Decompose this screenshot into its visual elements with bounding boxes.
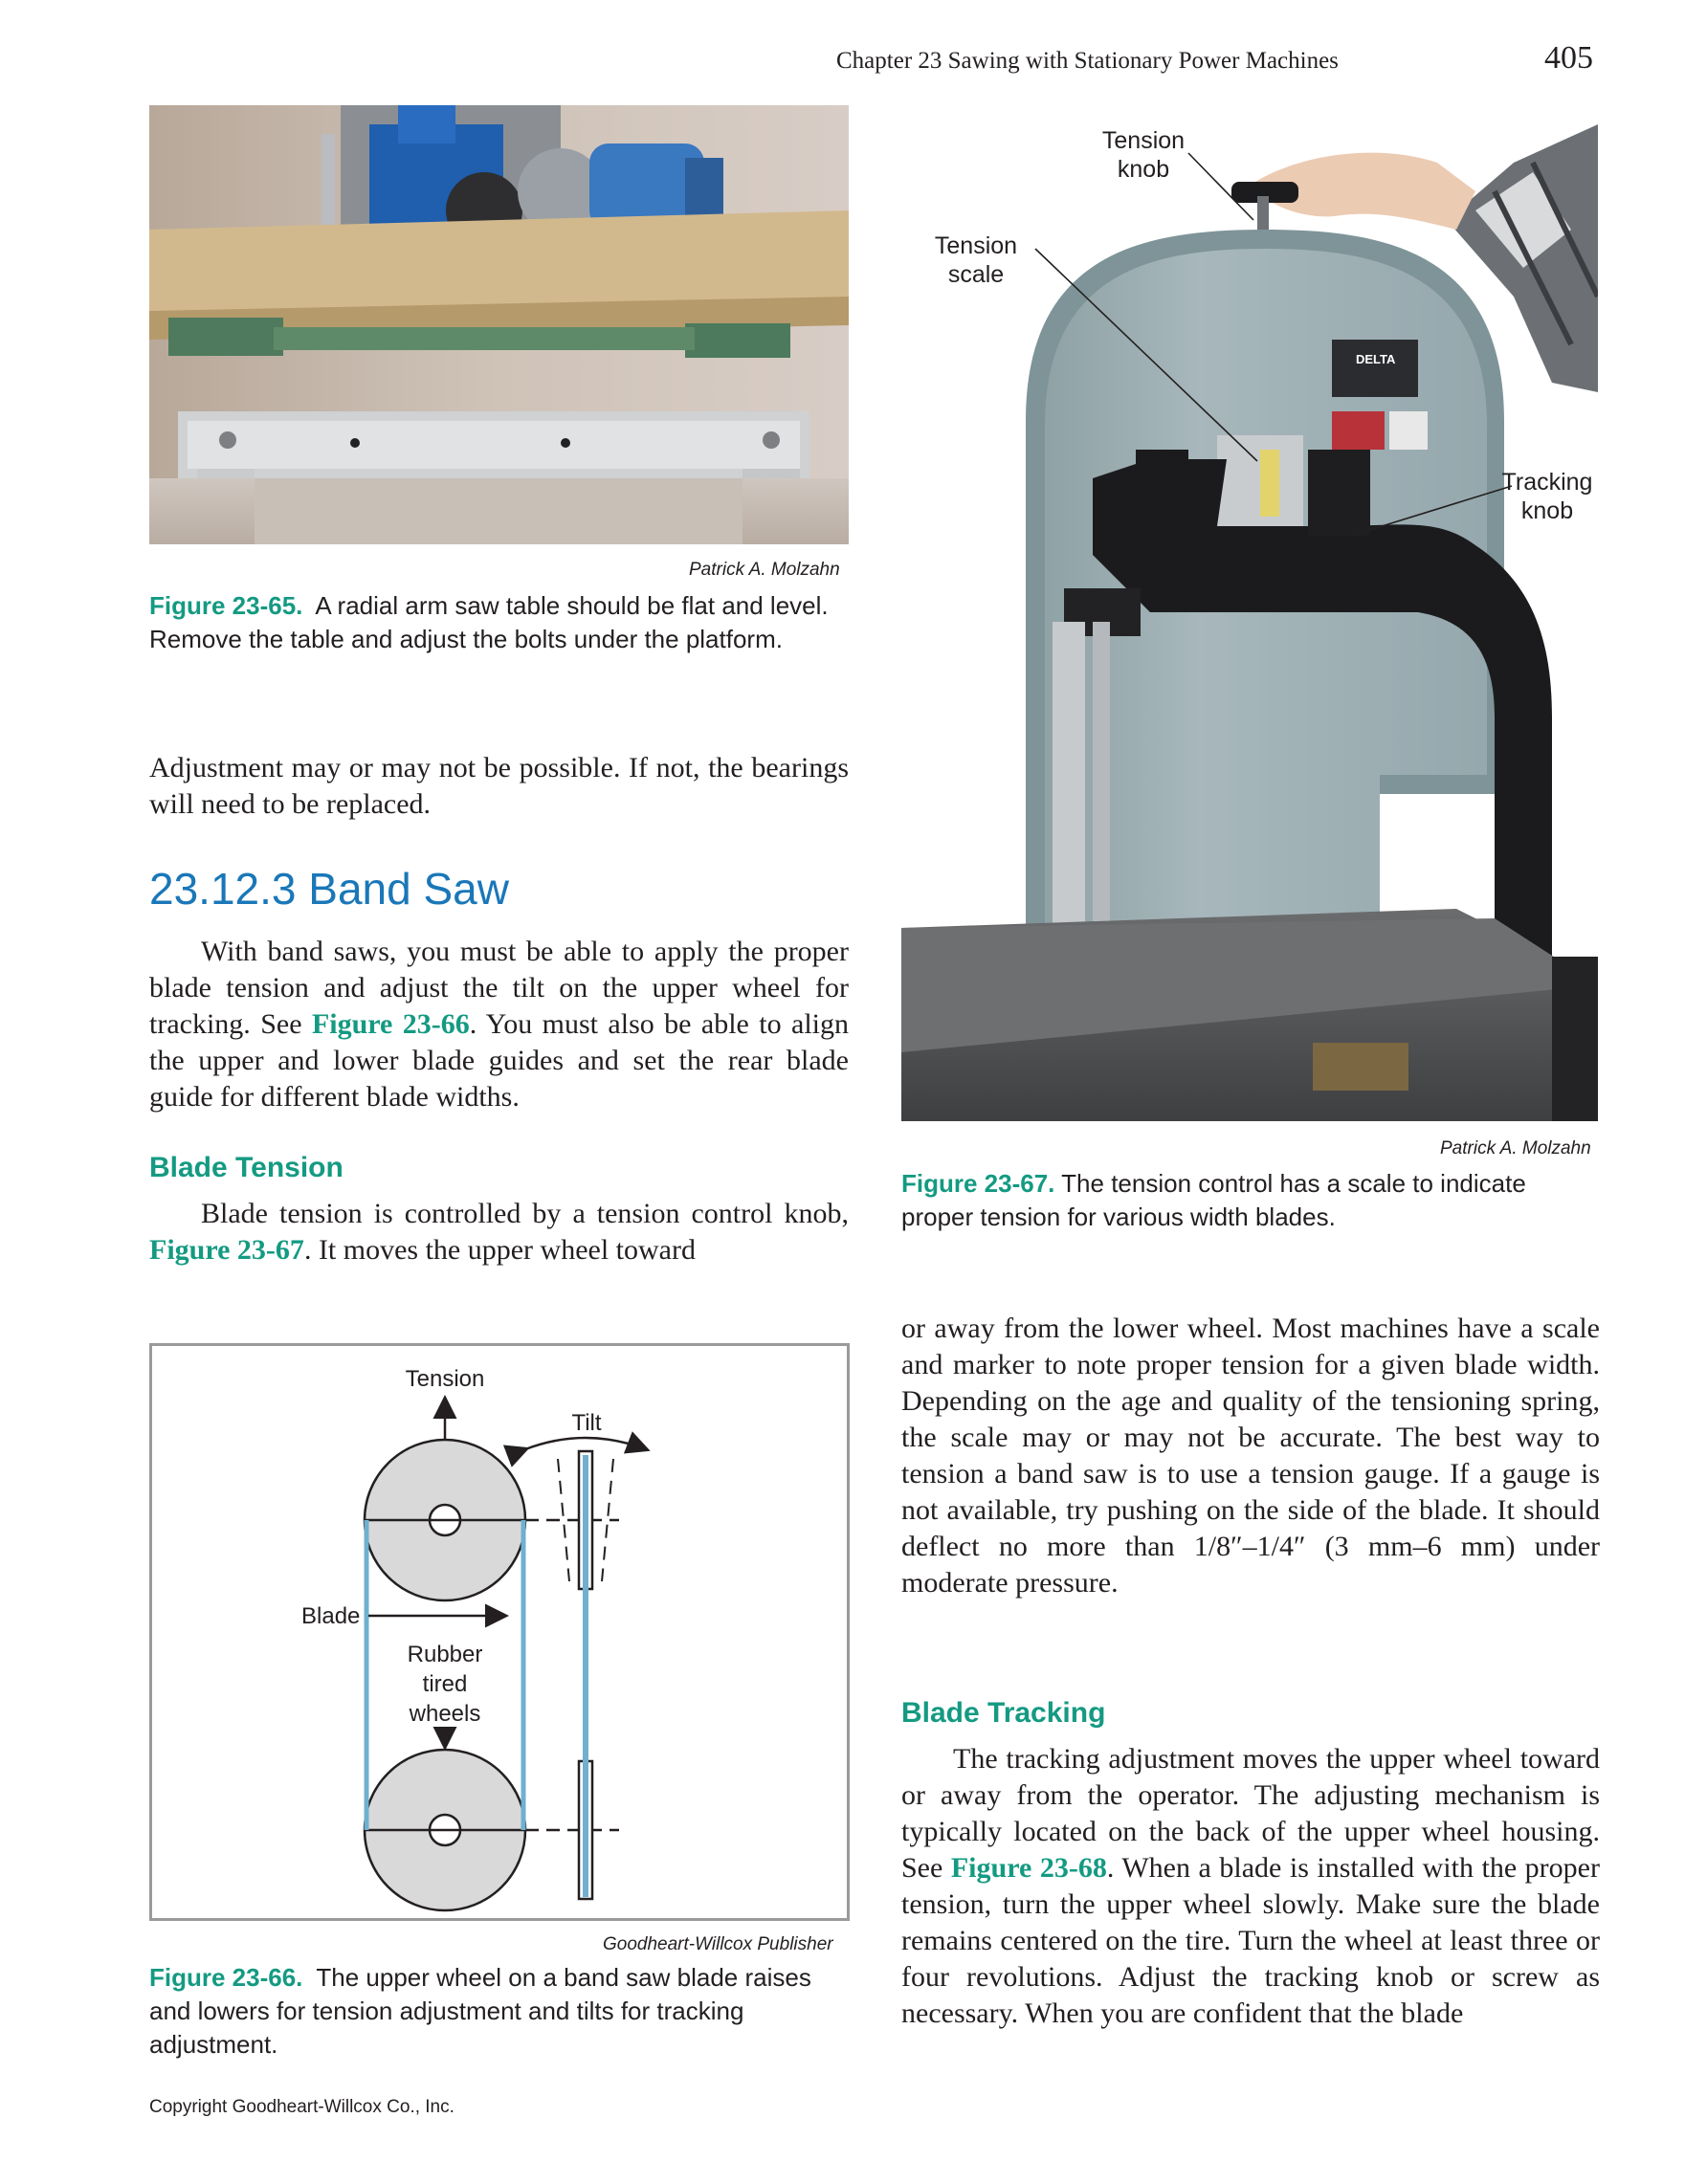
- callout-tension-scale-line2: scale: [947, 261, 1005, 288]
- paragraph-tension-continued: [901, 1311, 1600, 1601]
- link-figure-23-67[interactable]: Figure 23-67: [149, 1234, 304, 1266]
- section-heading-band-saw: 23.12.3 Band Saw: [149, 864, 509, 914]
- label-tension: Tension: [405, 1366, 485, 1392]
- figure-23-66-label: Figure 23-66.: [149, 1963, 303, 1992]
- blade-tracking-text-2: . When a blade is installed with the proper tension, turn the upper wheel slowly. Make sure the blade remains centered on the tire. Turn the wheel at least three or four revolutions. Adjust the tracking knob or screw as necessary. When you are confident that the blade: [901, 1852, 1600, 2029]
- paragraph-adjustment-text: Adjustment may or may not be possible. If not, the bearings will need to be replaced.: [149, 752, 849, 820]
- paragraph-blade-tension: [149, 1196, 849, 1268]
- paragraph-band-saw: [149, 934, 849, 1115]
- blade-tension-text-1: Blade tension is controlled by a tension control knob,: [201, 1198, 849, 1229]
- callout-tracking-knob-line1: Tracking: [1501, 469, 1593, 496]
- figure-23-66-caption: [149, 1961, 853, 2062]
- label-rubber: Rubber: [407, 1642, 483, 1667]
- callout-tension-knob-line2: knob: [1117, 156, 1170, 183]
- nameplate-label: DELTA: [1356, 352, 1396, 366]
- figure-23-65-caption-text: A radial arm saw table should be flat and level. Remove the table and adjust the bolts under the platform.: [149, 591, 829, 653]
- callout-tracking-knob-line2: knob: [1520, 497, 1574, 524]
- tilt-arc: [525, 1438, 646, 1449]
- link-figure-23-68[interactable]: Figure 23-68: [950, 1852, 1107, 1884]
- link-figure-23-66[interactable]: Figure 23-66: [311, 1008, 470, 1040]
- figure-23-67-credit: Patrick A. Molzahn: [1440, 1138, 1591, 1158]
- page-number: 405: [1544, 40, 1593, 76]
- subheading-blade-tension: Blade Tension: [149, 1152, 344, 1183]
- callout-tension-scale-line1: Tension: [934, 232, 1018, 259]
- paragraph-blade-tracking: [901, 1741, 1600, 2032]
- subheading-blade-tracking: Blade Tracking: [901, 1697, 1106, 1729]
- figure-23-67-caption-text: The tension control has a scale to indicate proper tension for various width blades.: [901, 1169, 1526, 1231]
- figure-23-67-photo: [901, 105, 1598, 1121]
- figure-23-66-diagram: [149, 1343, 850, 1921]
- band-saw-text-2: . You must also be able to align the upper and lower blade guides and set the rear blade guide for different blade widths.: [149, 1008, 849, 1113]
- running-header: Chapter 23 Sawing with Stationary Power Machines: [836, 48, 1339, 74]
- figure-23-67-label: Figure 23-67.: [901, 1169, 1055, 1198]
- label-blade: Blade: [301, 1603, 361, 1629]
- paragraph-adjustment: [149, 750, 849, 823]
- figure-23-66-caption-text: The upper wheel on a band saw blade raises and lowers for tension adjustment and tilts for tracking adjustment.: [149, 1963, 811, 2059]
- label-wheels: wheels: [409, 1701, 481, 1727]
- figure-23-65-caption: [149, 589, 853, 656]
- blade-tracking-text-1: The tracking adjustment moves the upper wheel toward or away from the operator. The adjusting mechanism is typically located on the back of the upper wheel housing. See: [901, 1743, 1600, 1884]
- copyright-footer: Copyright Goodheart-Willcox Co., Inc.: [149, 2097, 454, 2117]
- figure-23-65-credit: Patrick A. Molzahn: [689, 560, 840, 580]
- figure-23-66-credit: Goodheart-Willcox Publisher: [603, 1934, 833, 1954]
- callout-tension-knob-line1: Tension: [1101, 127, 1186, 154]
- blade-tension-text-2: . It moves the upper wheel toward: [303, 1234, 696, 1266]
- figure-23-65-photo: [149, 105, 849, 544]
- label-tilt: Tilt: [571, 1410, 602, 1436]
- figure-23-67-caption: [901, 1167, 1600, 1234]
- figure-23-65-label: Figure 23-65.: [149, 591, 303, 620]
- tension-continued-text: or away from the lower wheel. Most machines have a scale and marker to note proper tension for a given blade width. Depending on the age and quality of the tensioning spring, the scale may or may not be accurate. The best way to tension a band saw is to use a tension gauge. If a gauge is not available, try pushing on the side of the blade. It should deflect no more than 1/8″–1/4″ (3 mm–6 mm) under moderate pressure.: [901, 1313, 1600, 1599]
- label-tired: tired: [422, 1671, 468, 1697]
- band-saw-text-1: With band saws, you must be able to apply the proper blade tension and adjust the tilt on the upper wheel for tracking. See: [149, 936, 849, 1040]
